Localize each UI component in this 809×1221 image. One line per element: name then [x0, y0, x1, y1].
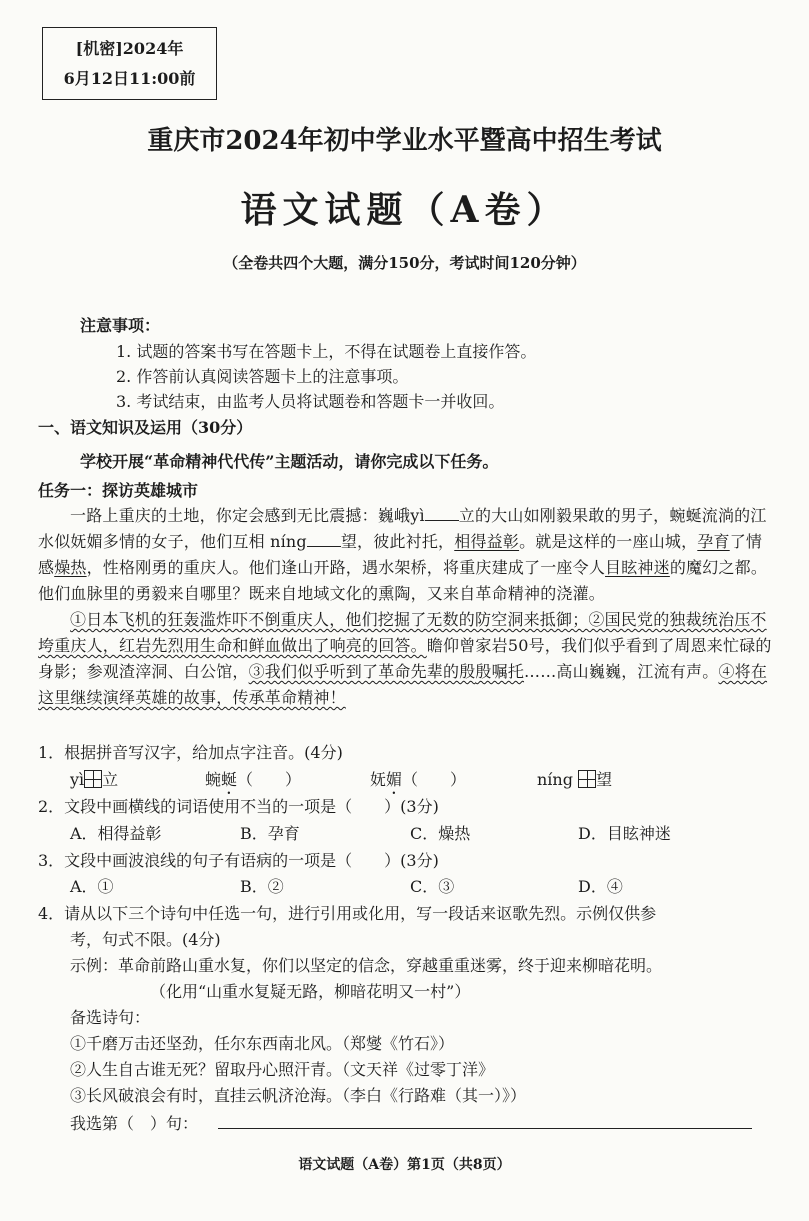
- underlined-word: 目眩神迷: [605, 558, 670, 577]
- passage-text: 们似乎看到了周恩来忙碌的身影；参观渣滓洞、白公馆，: [38, 636, 772, 681]
- answer-grid-ning[interactable]: [578, 770, 596, 788]
- answer-paren-wumei[interactable]: （ ）: [402, 770, 467, 789]
- passage-text: 了情感: [38, 532, 763, 577]
- q2-option-b[interactable]: B．孕育: [240, 824, 300, 843]
- answer-grid-yi[interactable]: [84, 770, 102, 788]
- char-wan: 蜿: [205, 770, 222, 789]
- dotted-char-mei: 媚: [386, 770, 403, 789]
- q3-option-b[interactable]: B．②: [240, 877, 284, 896]
- answer-paren-wanyan[interactable]: （ ）: [237, 770, 302, 789]
- confidential-line-1: [机密]2024年: [75, 39, 184, 58]
- q4-example-line-1: 示例：革命前路山重水复，你们以坚定的信念，穿越重重迷雾，终于迎来柳暗花明。: [70, 956, 663, 975]
- wavy-sentence: ①日本飞机的狂轰滥炸吓不倒重庆人，他们挖掘了无数的防空洞来抵御；②国民党的: [70, 610, 670, 629]
- note-item-1: 1. 试题的答案书写在答题卡上，不得在试题卷上直接作答。: [116, 342, 537, 361]
- passage-paragraph-2: [38, 607, 773, 711]
- underlined-word: 孕育: [697, 532, 730, 551]
- note-item-2: 2. 作答前认真阅读答题卡上的注意事项。: [116, 367, 409, 386]
- wavy-sentence: ④将在这里继续演绎英雄的故事，传承革命精神！: [38, 662, 768, 707]
- section-heading: 一、语文知识及运用（30分）: [38, 418, 253, 437]
- question-4-stem-line-2: 考，句式不限。(4分): [70, 930, 221, 949]
- passage-text: 。就是这: [519, 532, 584, 551]
- q4-options-heading: 备选诗句：: [70, 1008, 151, 1027]
- char-wu: 妩: [370, 770, 387, 789]
- q3-option-c[interactable]: C．③: [410, 877, 455, 896]
- passage-text: 一路上重庆的土地，你定会感到无比震撼：巍峨yì: [70, 506, 425, 525]
- q3-option-a[interactable]: A．①: [70, 877, 114, 896]
- q1-item-ning: [537, 767, 612, 790]
- q4-example-line-2: （化用“山重水复疑无路，柳暗花明又一村”）: [150, 982, 471, 1001]
- q4-answer-prompt: 我选第（ ）句：: [70, 1114, 199, 1133]
- passage-text: ……高山巍巍，江流有声。: [524, 662, 719, 681]
- passage-text: 瞻仰曾家岩50号，我: [426, 636, 578, 655]
- passage: [38, 503, 773, 711]
- activity-intro: 学校开展“革命精神代代传”主题活动，请你完成以下任务。: [80, 452, 499, 471]
- confidential-line-2: 6月12日11:00前: [63, 69, 196, 88]
- page-footer: 语文试题（A卷）第1页（共8页）: [298, 1157, 511, 1173]
- passage-text: 立的大山如刚毅果敢的男子，: [458, 506, 670, 525]
- underlined-word: 相得益彰: [454, 532, 520, 551]
- q4-poem-option-2: ②人生自古谁无死？留取丹心照汗青。（文天祥《过零丁洋》: [70, 1060, 495, 1079]
- wavy-sentence: 独裁统治压不垮重庆人，红岩先烈用生命和鲜血做出了响亮的回答。: [38, 610, 767, 655]
- wavy-sentence: 殷嘱托: [475, 662, 525, 681]
- q4-poem-option-3: ③长风破浪会有时，直挂云帆济沧海。（李白《行路难（其一）》）: [70, 1086, 527, 1105]
- passage-text: 样的一座山城，: [583, 532, 698, 551]
- pinyin-ning: níng: [537, 770, 573, 789]
- passage-text: 陶，又来自革命精神的浇灌。: [394, 584, 606, 603]
- q4-poem-option-1: ①千磨万击还坚劲，任尔东西南北风。（郑燮《竹石》）: [70, 1034, 455, 1053]
- char-wang: 望: [596, 770, 613, 789]
- fill-blank-ning: [307, 532, 341, 547]
- wavy-sentence: ③我们似乎听到了革命先辈的殷: [248, 662, 476, 681]
- notes-heading: 注意事项：: [80, 316, 161, 335]
- q4-answer-line[interactable]: [218, 1127, 752, 1129]
- passage-text: 蜿蜒流淌的江水似妩媚多情的女子，他们互相 níng: [38, 506, 767, 551]
- task-heading: 任务一：探访英雄城市: [38, 481, 199, 500]
- q1-item-yi: [70, 767, 118, 790]
- q2-option-c[interactable]: C．燥热: [410, 824, 471, 843]
- exam-title: 重庆市2024年初中学业水平暨高中招生考试: [147, 126, 662, 156]
- fill-blank-yi: [425, 506, 459, 521]
- underlined-word: 燥热: [54, 558, 87, 577]
- question-2-stem: 2．文段中画横线的词语使用不当的一项是（ ）(3分): [38, 797, 439, 816]
- passage-text: ，性格刚勇的重庆人。他们逢山开路，遇水架桥，将重庆: [86, 558, 492, 577]
- question-4-stem-line-1: 4．请从以下三个诗句中任选一句，进行引用或化用，写一段话来讴歌先烈。示例仅供参: [38, 904, 657, 923]
- char-li: 立: [102, 770, 119, 789]
- paper-title: 语文试题（A卷）: [240, 189, 569, 231]
- paper-subtitle: （全卷共四个大题，满分150分，考试时间120分钟）: [223, 254, 586, 272]
- question-3-stem: 3．文段中画波浪线的句子有语病的一项是（ ）(3分): [38, 851, 439, 870]
- passage-text: 建成了一座令人: [491, 558, 606, 577]
- dotted-char-yan: 蜒: [221, 770, 238, 789]
- passage-text: 望，彼此衬托，: [340, 532, 455, 551]
- passage-text: 的魔幻之都。他们血脉里的勇毅来自哪里？既来自地域文化的熏: [38, 558, 768, 603]
- question-1-stem: 1．根据拼音写汉字，给加点字注音。(4分): [38, 743, 343, 762]
- confidential-box: [42, 27, 217, 100]
- note-item-3: 3. 考试结束，由监考人员将试题卷和答题卡一并收回。: [116, 392, 505, 411]
- q3-option-d[interactable]: D．④: [578, 877, 623, 896]
- q2-option-a[interactable]: A．相得益彰: [70, 824, 162, 843]
- passage-paragraph-1: [38, 503, 773, 607]
- q2-option-d[interactable]: D．目眩神迷: [578, 824, 671, 843]
- pinyin-yi: yì: [70, 770, 85, 789]
